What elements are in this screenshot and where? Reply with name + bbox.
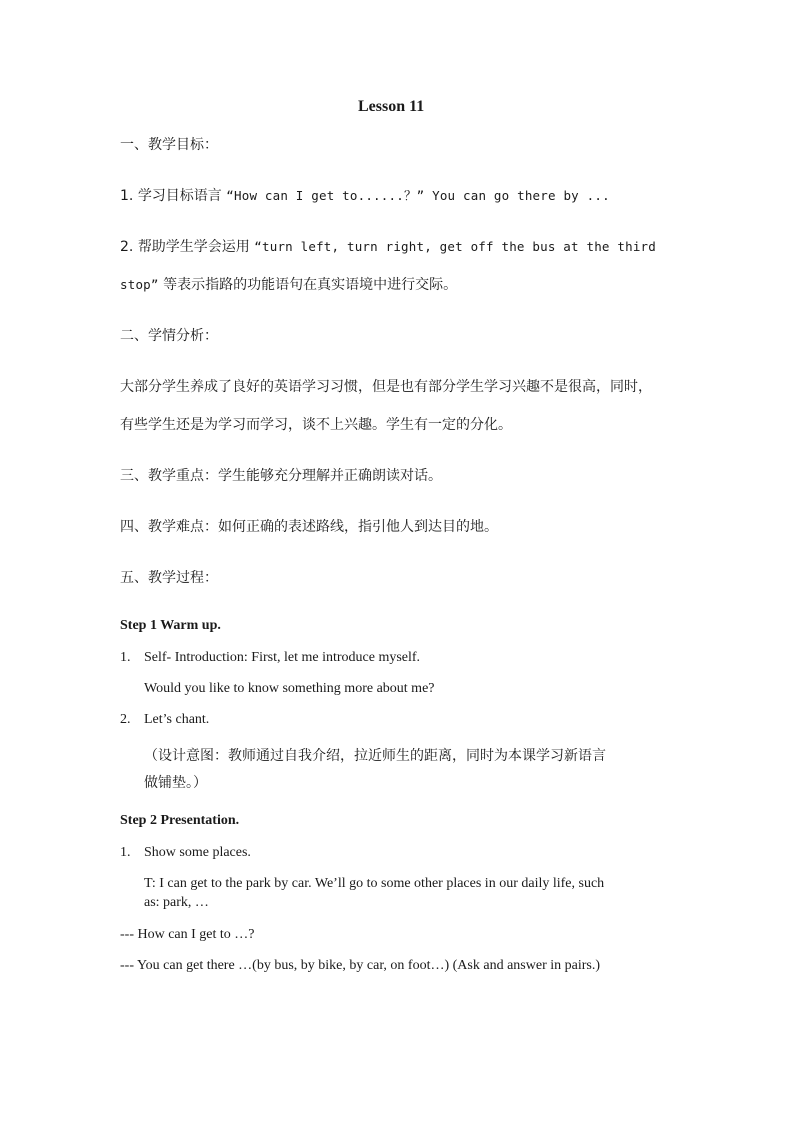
teacher-line-2: as: park, … — [144, 895, 209, 910]
objective-2-number: 2. — [120, 239, 134, 255]
step-2-heading: Step 2 Presentation. — [120, 813, 240, 828]
section-heading-objectives: 一、教学目标： — [120, 137, 218, 153]
objective-1-number: 1. — [120, 188, 134, 204]
section-heading-difficulties: 四、教学难点：如何正确的表述路线，指引他人到达目的地。 — [120, 519, 498, 535]
analysis-line-1: 大部分学生养成了良好的英语学习习惯，但是也有部分学生学习兴趣不是很高，同时， — [120, 379, 652, 395]
objective-2-chinese: 帮助学生学会运用 — [137, 239, 250, 255]
dialog-question: --- How can I get to …? — [120, 927, 255, 942]
lesson-title: Lesson 11 — [358, 98, 425, 115]
analysis-line-2: 有些学生还是为学习而学习，谈不上兴趣。学生有一定的分化。 — [120, 417, 512, 433]
step-1-item-1-line-2: Would you like to know something more about me? — [144, 681, 435, 696]
step-1-item-1-number: 1. — [120, 650, 131, 665]
section-heading-analysis: 二、学情分析： — [120, 328, 218, 344]
objective-item-1 — [120, 187, 610, 205]
design-intent-line-1: （设计意图：教师通过自我介绍，拉近师生的距离，同时为本课学习新语言 — [144, 748, 606, 764]
step-2-item-1-text: Show some places. — [144, 845, 251, 860]
objective-1-chinese: 学习目标语言 — [137, 188, 222, 204]
objective-item-2 — [120, 238, 656, 256]
step-1-item-1-text: Self- Introduction: First, let me introduce myself. — [144, 650, 421, 665]
objective-item-2-continued — [120, 276, 457, 294]
section-heading-process: 五、教学过程： — [120, 570, 218, 586]
design-intent-line-2: 做铺垫。） — [144, 775, 207, 791]
step-1-item-2-number: 2. — [120, 712, 131, 727]
objective-2-cont-english: stop” — [120, 277, 159, 292]
step-1-heading: Step 1 Warm up. — [120, 618, 221, 633]
dialog-answer: --- You can get there …(by bus, by bike, by car, on foot…) (Ask and answer in pairs.) — [120, 958, 600, 973]
objective-2-english: “turn left, turn right, get off the bus at the third — [254, 239, 656, 254]
step-2-item-1-number: 1. — [120, 845, 131, 860]
section-heading-key-points: 三、教学重点：学生能够充分理解并正确朗读对话。 — [120, 468, 442, 484]
teacher-line-1: T: I can get to the park by car. We’ll go to some other places in our daily life, such — [144, 876, 605, 891]
objective-2-cont-chinese: 等表示指路的功能语句在真实语境中进行交际。 — [163, 277, 458, 293]
objective-1-english: “How can I get to......？” You can go there by ... — [226, 188, 610, 203]
step-1-item-2-text: Let’s chant. — [144, 712, 210, 727]
